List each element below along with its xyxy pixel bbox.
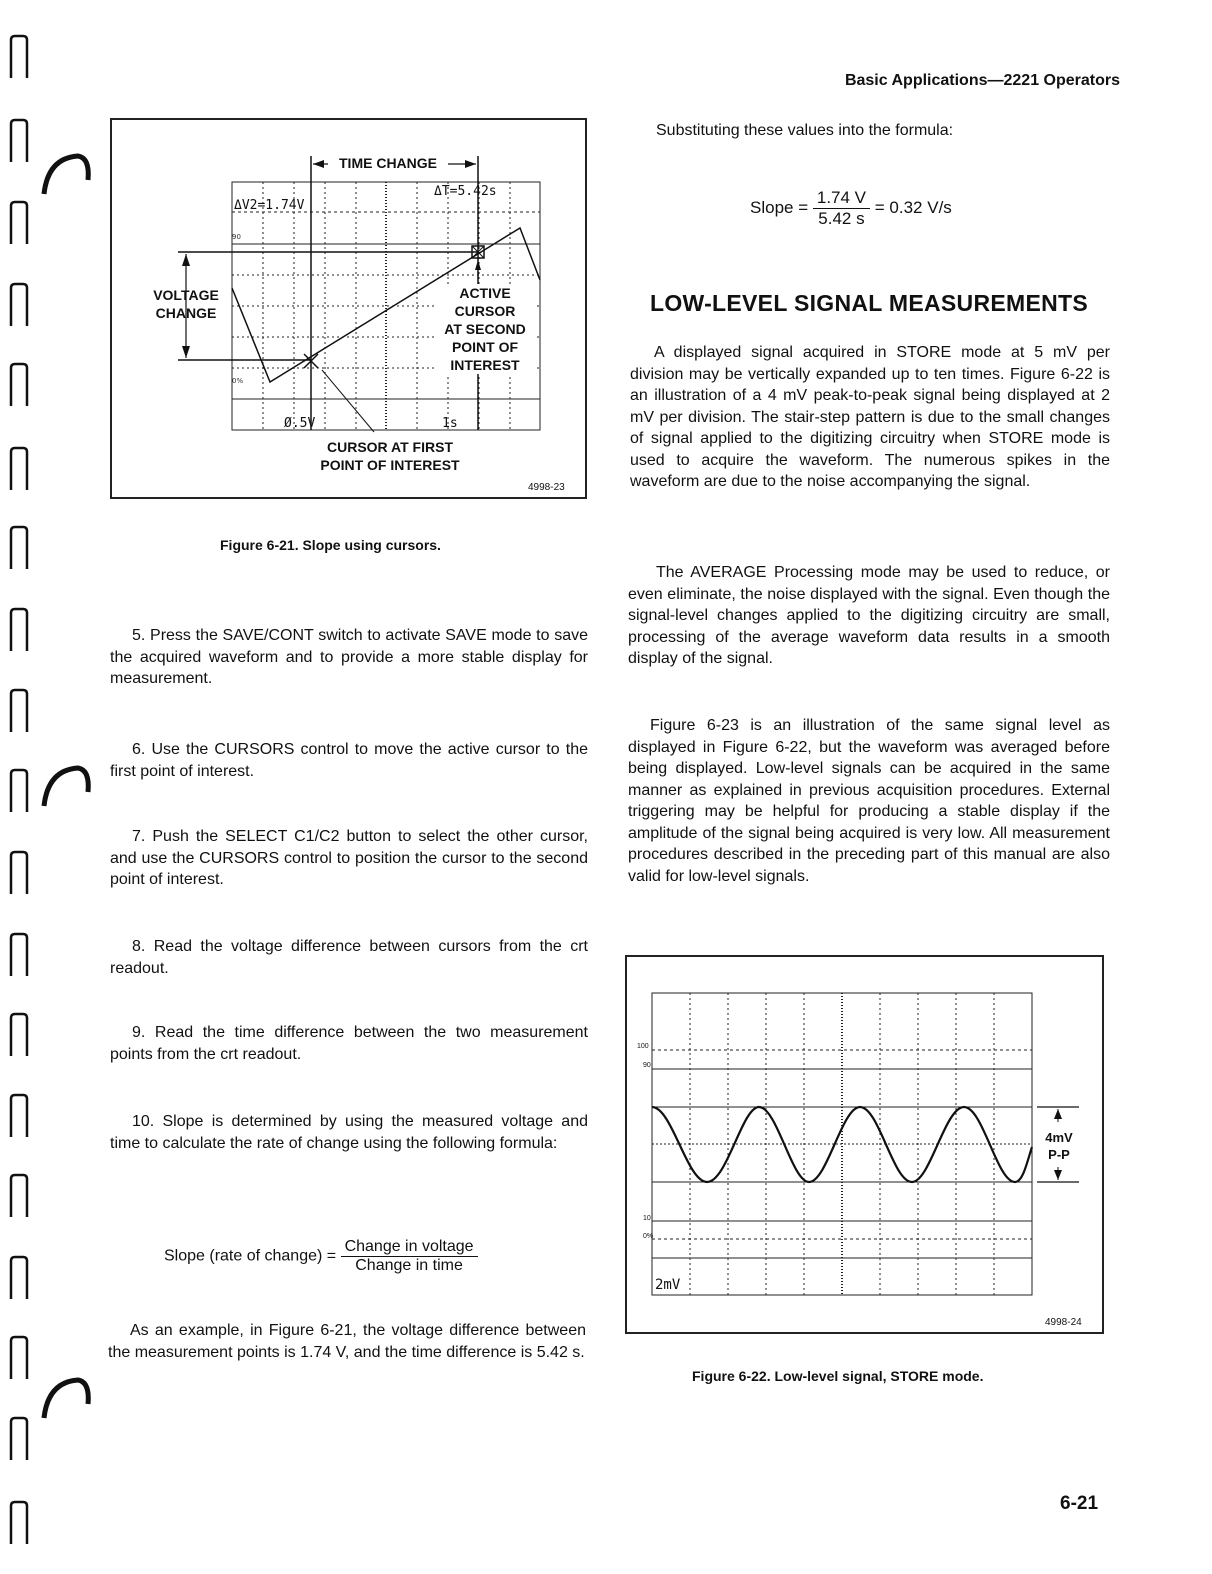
figure-6-22-caption: Figure 6-22. Low-level signal, STORE mode. xyxy=(692,1368,984,1384)
low-level-signal-diagram xyxy=(627,957,1102,1332)
readout-time-per-div: 1s xyxy=(442,416,458,431)
binder-hole xyxy=(8,118,30,164)
binder-hole xyxy=(8,1335,30,1381)
binder-hole xyxy=(8,607,30,653)
formula-denominator: Change in time xyxy=(355,1257,463,1274)
figure-6-21 xyxy=(110,118,587,499)
example-paragraph: As an example, in Figure 6-21, the voltage difference between the measurement points is 1.74 V, and the time difference is 5.42 s. xyxy=(108,1322,586,1361)
binder-hole xyxy=(8,446,30,492)
ring-arc xyxy=(38,1374,98,1424)
figure-6-21-caption: Figure 6-21. Slope using cursors. xyxy=(220,537,441,553)
binder-hole xyxy=(8,1416,30,1462)
slope-denominator: 5.42 s xyxy=(818,209,865,228)
binder-hole xyxy=(8,768,30,814)
step-10: 10. Slope is determined by using the measured voltage and time to calculate the rate of change using the following formula: xyxy=(110,1113,588,1152)
figure-ref-number: 4998-23 xyxy=(528,482,565,493)
step-8: 8. Read the voltage difference between cursors from the crt readout. xyxy=(110,938,588,977)
readout-delta-voltage: ΔV2=1.74V xyxy=(234,198,305,213)
step-9: 9. Read the time difference between the two measurement points from the crt readout. xyxy=(110,1024,588,1063)
amplitude-label: 4mV P-P xyxy=(1045,1130,1073,1162)
first-cursor-label: CURSOR AT FIRST POINT OF INTEREST xyxy=(320,439,460,473)
graticule-label-90: 90 xyxy=(643,1062,651,1069)
section-heading: LOW-LEVEL SIGNAL MEASUREMENTS xyxy=(650,290,1089,316)
ring-arc xyxy=(38,762,98,812)
graticule-label-0: 0% xyxy=(643,1233,654,1240)
slope-formula: Slope (rate of change) = $\frac{\text{Change in voltage}}{\text{Change in time}}$ xyxy=(164,1238,478,1275)
running-header: Basic Applications—2221 Operators xyxy=(844,72,1120,89)
binder-hole xyxy=(8,932,30,978)
readout-volts-per-div: Ø.5V xyxy=(284,416,316,431)
binder-hole xyxy=(8,200,30,246)
binder-hole xyxy=(8,688,30,734)
formula-numerator: Change in voltage xyxy=(341,1238,478,1257)
binder-hole xyxy=(8,282,30,328)
readout-delta-time: ΔT=5.42s xyxy=(434,184,497,199)
step-6: 6. Use the CURSORS control to move the active cursor to the first point of interest. xyxy=(110,741,588,780)
binder-hole xyxy=(8,34,30,80)
figure-ref-number: 4998-24 xyxy=(1045,1317,1082,1328)
low-level-paragraph-1: A displayed signal acquired in STORE mode at 5 mV per division may be vertically expanded up to ten times. Figure 6-22 is an illustration of a 4 mV peak-to-peak signal being displayed at 2 mV per division. The stair-step pattern is due to the small changes of signal applied to the digitizing circuitry when STORE mode is used to acquire the waveform. The numerous spikes in the waveform are due to the noise accompanying the signal. xyxy=(630,344,1110,490)
readout-volts-per-div: 2mV xyxy=(655,1277,681,1293)
svg-text:0%: 0% xyxy=(232,377,244,385)
step-7: 7. Push the SELECT C1/C2 button to select the other cursor, and use the CURSORS control to position the cursor to the second point of interest. xyxy=(110,828,588,888)
binder-hole xyxy=(8,1255,30,1301)
low-level-paragraph-3: Figure 6-23 is an illustration of the same signal level as displayed in Figure 6-22, but the waveform was averaged before being displayed. Low-level signals can be acquired in the same manner as explained in previous acquisition procedures. External triggering may be helpful for producing a stable display if the amplitude of the signal being acquired is very low. All measurement procedures described in the preceding part of this manual are also valid for low-level signals. xyxy=(628,717,1110,885)
active-cursor-label: ACTIVE CURSOR AT SECOND POINT OF INTEREST xyxy=(434,284,536,374)
binder-hole xyxy=(8,1093,30,1139)
page-number: 6-21 xyxy=(1060,1493,1099,1514)
ring-arc xyxy=(38,150,98,200)
binder-hole xyxy=(8,525,30,571)
slope-example-formula: Slope = $\frac{1.74 V}{5.42 s}$ = 0.32 V/s xyxy=(750,188,952,228)
binder-hole xyxy=(8,1500,30,1546)
binder-hole xyxy=(8,1173,30,1219)
binder-hole xyxy=(8,1012,30,1058)
svg-text:90: 90 xyxy=(232,233,241,241)
figure-6-22 xyxy=(625,955,1104,1334)
step-5: 5. Press the SAVE/CONT switch to activate SAVE mode to save the acquired waveform and to provide a more stable display for measurement. xyxy=(110,627,588,687)
graticule-label-10: 10 xyxy=(643,1215,651,1222)
substituting-text: Substituting these values into the formula: xyxy=(656,122,954,139)
time-change-label: TIME CHANGE xyxy=(328,154,448,172)
low-level-paragraph-2: The AVERAGE Processing mode may be used to reduce, or even eliminate, the noise displayed with the signal. Even though the signal-level changes applied to the digitizing circuitry are small, processing of the average waveform data results in a smooth display of the signal. xyxy=(628,564,1110,667)
graticule-label-100: 100 xyxy=(637,1043,649,1050)
binder-hole xyxy=(8,850,30,896)
binder-hole xyxy=(8,362,30,408)
voltage-change-label: VOLTAGE CHANGE xyxy=(153,287,219,321)
slope-numerator: 1.74 V xyxy=(813,188,870,209)
